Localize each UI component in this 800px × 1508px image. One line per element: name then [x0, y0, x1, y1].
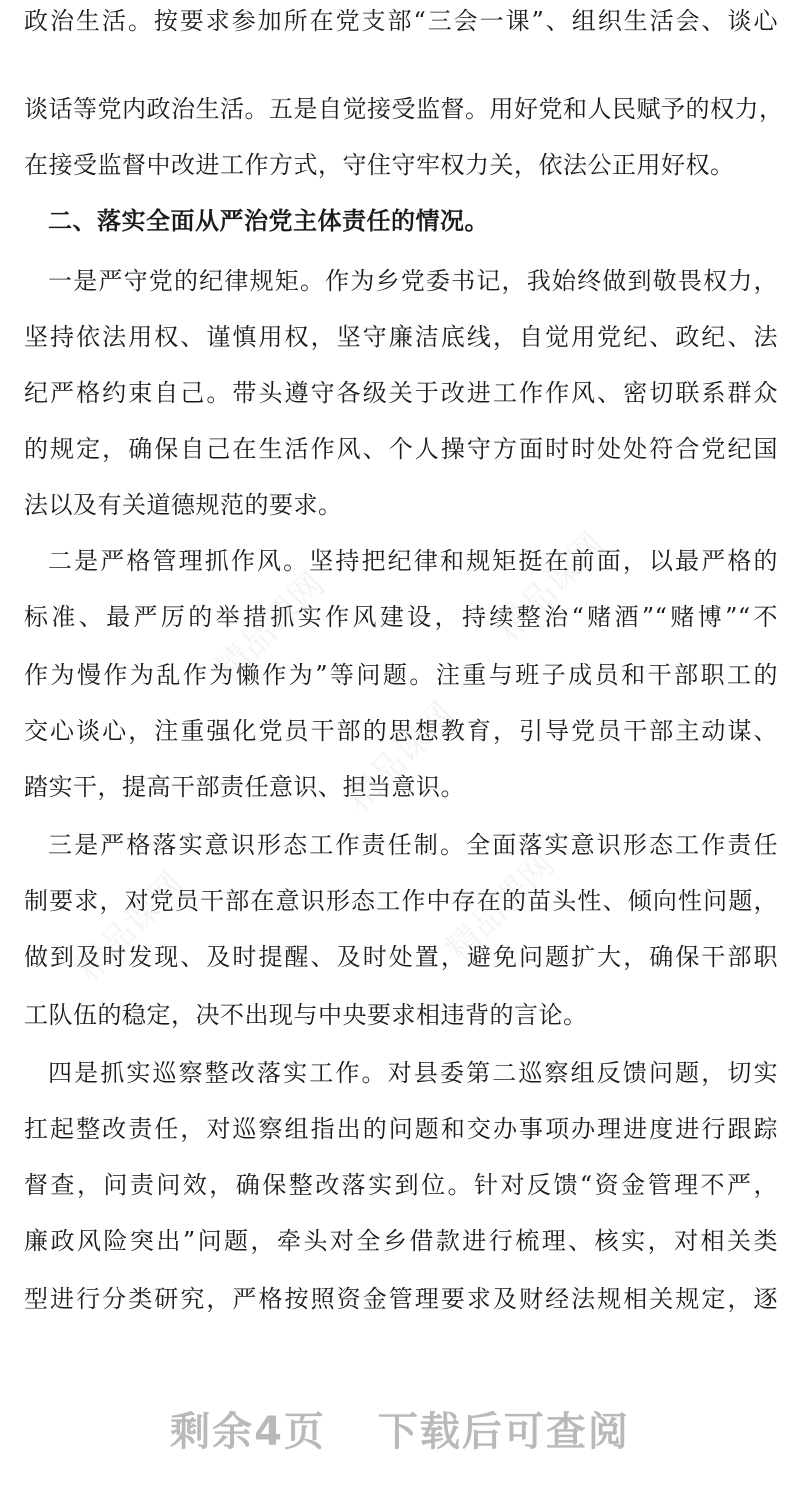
- text-line: 踏实干，提高干部责任意识、担当意识。: [24, 773, 465, 801]
- text-line: 做到及时发现、及时提醒、及时处置，避免问题扩大，确保干部职: [24, 943, 778, 971]
- text-line: 标准、最严厉的举措抓实作风建设，持续整治“赌酒”“赌博”“不: [24, 603, 778, 631]
- watermark: 精品课网: [338, 694, 463, 820]
- text-line: 坚持依法用权、谨慎用权，坚守廉洁底线，自觉用党纪、政纪、法: [24, 323, 778, 351]
- watermark: 精品课网: [438, 844, 563, 970]
- text-line: 交心谈心，注重强化党员干部的思想教育，引导党员干部主动谋、: [24, 717, 778, 745]
- text-line: 督查，问责问效，确保整改落实到位。针对反馈“资金管理不严，: [24, 1171, 778, 1199]
- text-line: 二是严格管理抓作风。坚持把纪律和规矩挺在前面，以最严格的: [48, 547, 778, 575]
- section-heading: 二、落实全面从严治党主体责任的情况。: [48, 207, 489, 235]
- text-line: 制要求，对党员干部在意识形态工作中存在的苗头性、倾向性问题，: [24, 887, 778, 915]
- text-line: 作为慢作为乱作为懒作为”等问题。注重与班子成员和干部职工的: [24, 661, 778, 689]
- watermark: 精品课网: [208, 564, 333, 690]
- text-line: 四是抓实巡察整改落实工作。对县委第二巡察组反馈问题，切实: [48, 1059, 778, 1087]
- text-line: 三是严格落实意识形态工作责任制。全面落实意识形态工作责任: [48, 831, 778, 859]
- text-line: 法以及有关道德规范的要求。: [24, 491, 343, 519]
- text-line: 工队伍的稳定，决不出现与中央要求相违背的言论。: [24, 1001, 588, 1029]
- text-line: 型进行分类研究，严格按照资金管理要求及财经法规相关规定，逐: [24, 1285, 778, 1313]
- text-line: 廉政风险突出”问题，牵头对全乡借款进行梳理、核实，对相关类: [24, 1227, 778, 1255]
- remaining-pages-label: 剩余4页: [170, 1409, 326, 1455]
- text-line: 的规定，确保自己在生活作风、个人操守方面时时处处符合党纪国: [24, 435, 778, 463]
- text-line: 在接受监督中改进工作方式，守住守牢权力关，依法公正用好权。: [24, 151, 735, 179]
- text-line: 纪严格约束自己。带头遵守各级关于改进工作作风、密切联系群众: [24, 379, 778, 407]
- text-line: 政治生活。按要求参加所在党支部“三会一课”、组织生活会、谈心: [24, 7, 778, 35]
- download-prompt[interactable]: 下载后可查阅: [377, 1409, 630, 1455]
- watermark: 精品课网: [488, 524, 613, 650]
- download-banner[interactable]: [0, 1404, 800, 1460]
- watermark: 精品课网: [68, 864, 193, 990]
- text-line: 谈话等党内政治生活。五是自觉接受监督。用好党和人民赋予的权力，: [24, 95, 784, 123]
- text-line: 一是严守党的纪律规矩。作为乡党委书记，我始终做到敬畏权力，: [48, 267, 778, 295]
- text-line: 扛起整改责任，对巡察组指出的问题和交办事项办理进度进行跟踪: [24, 1115, 778, 1143]
